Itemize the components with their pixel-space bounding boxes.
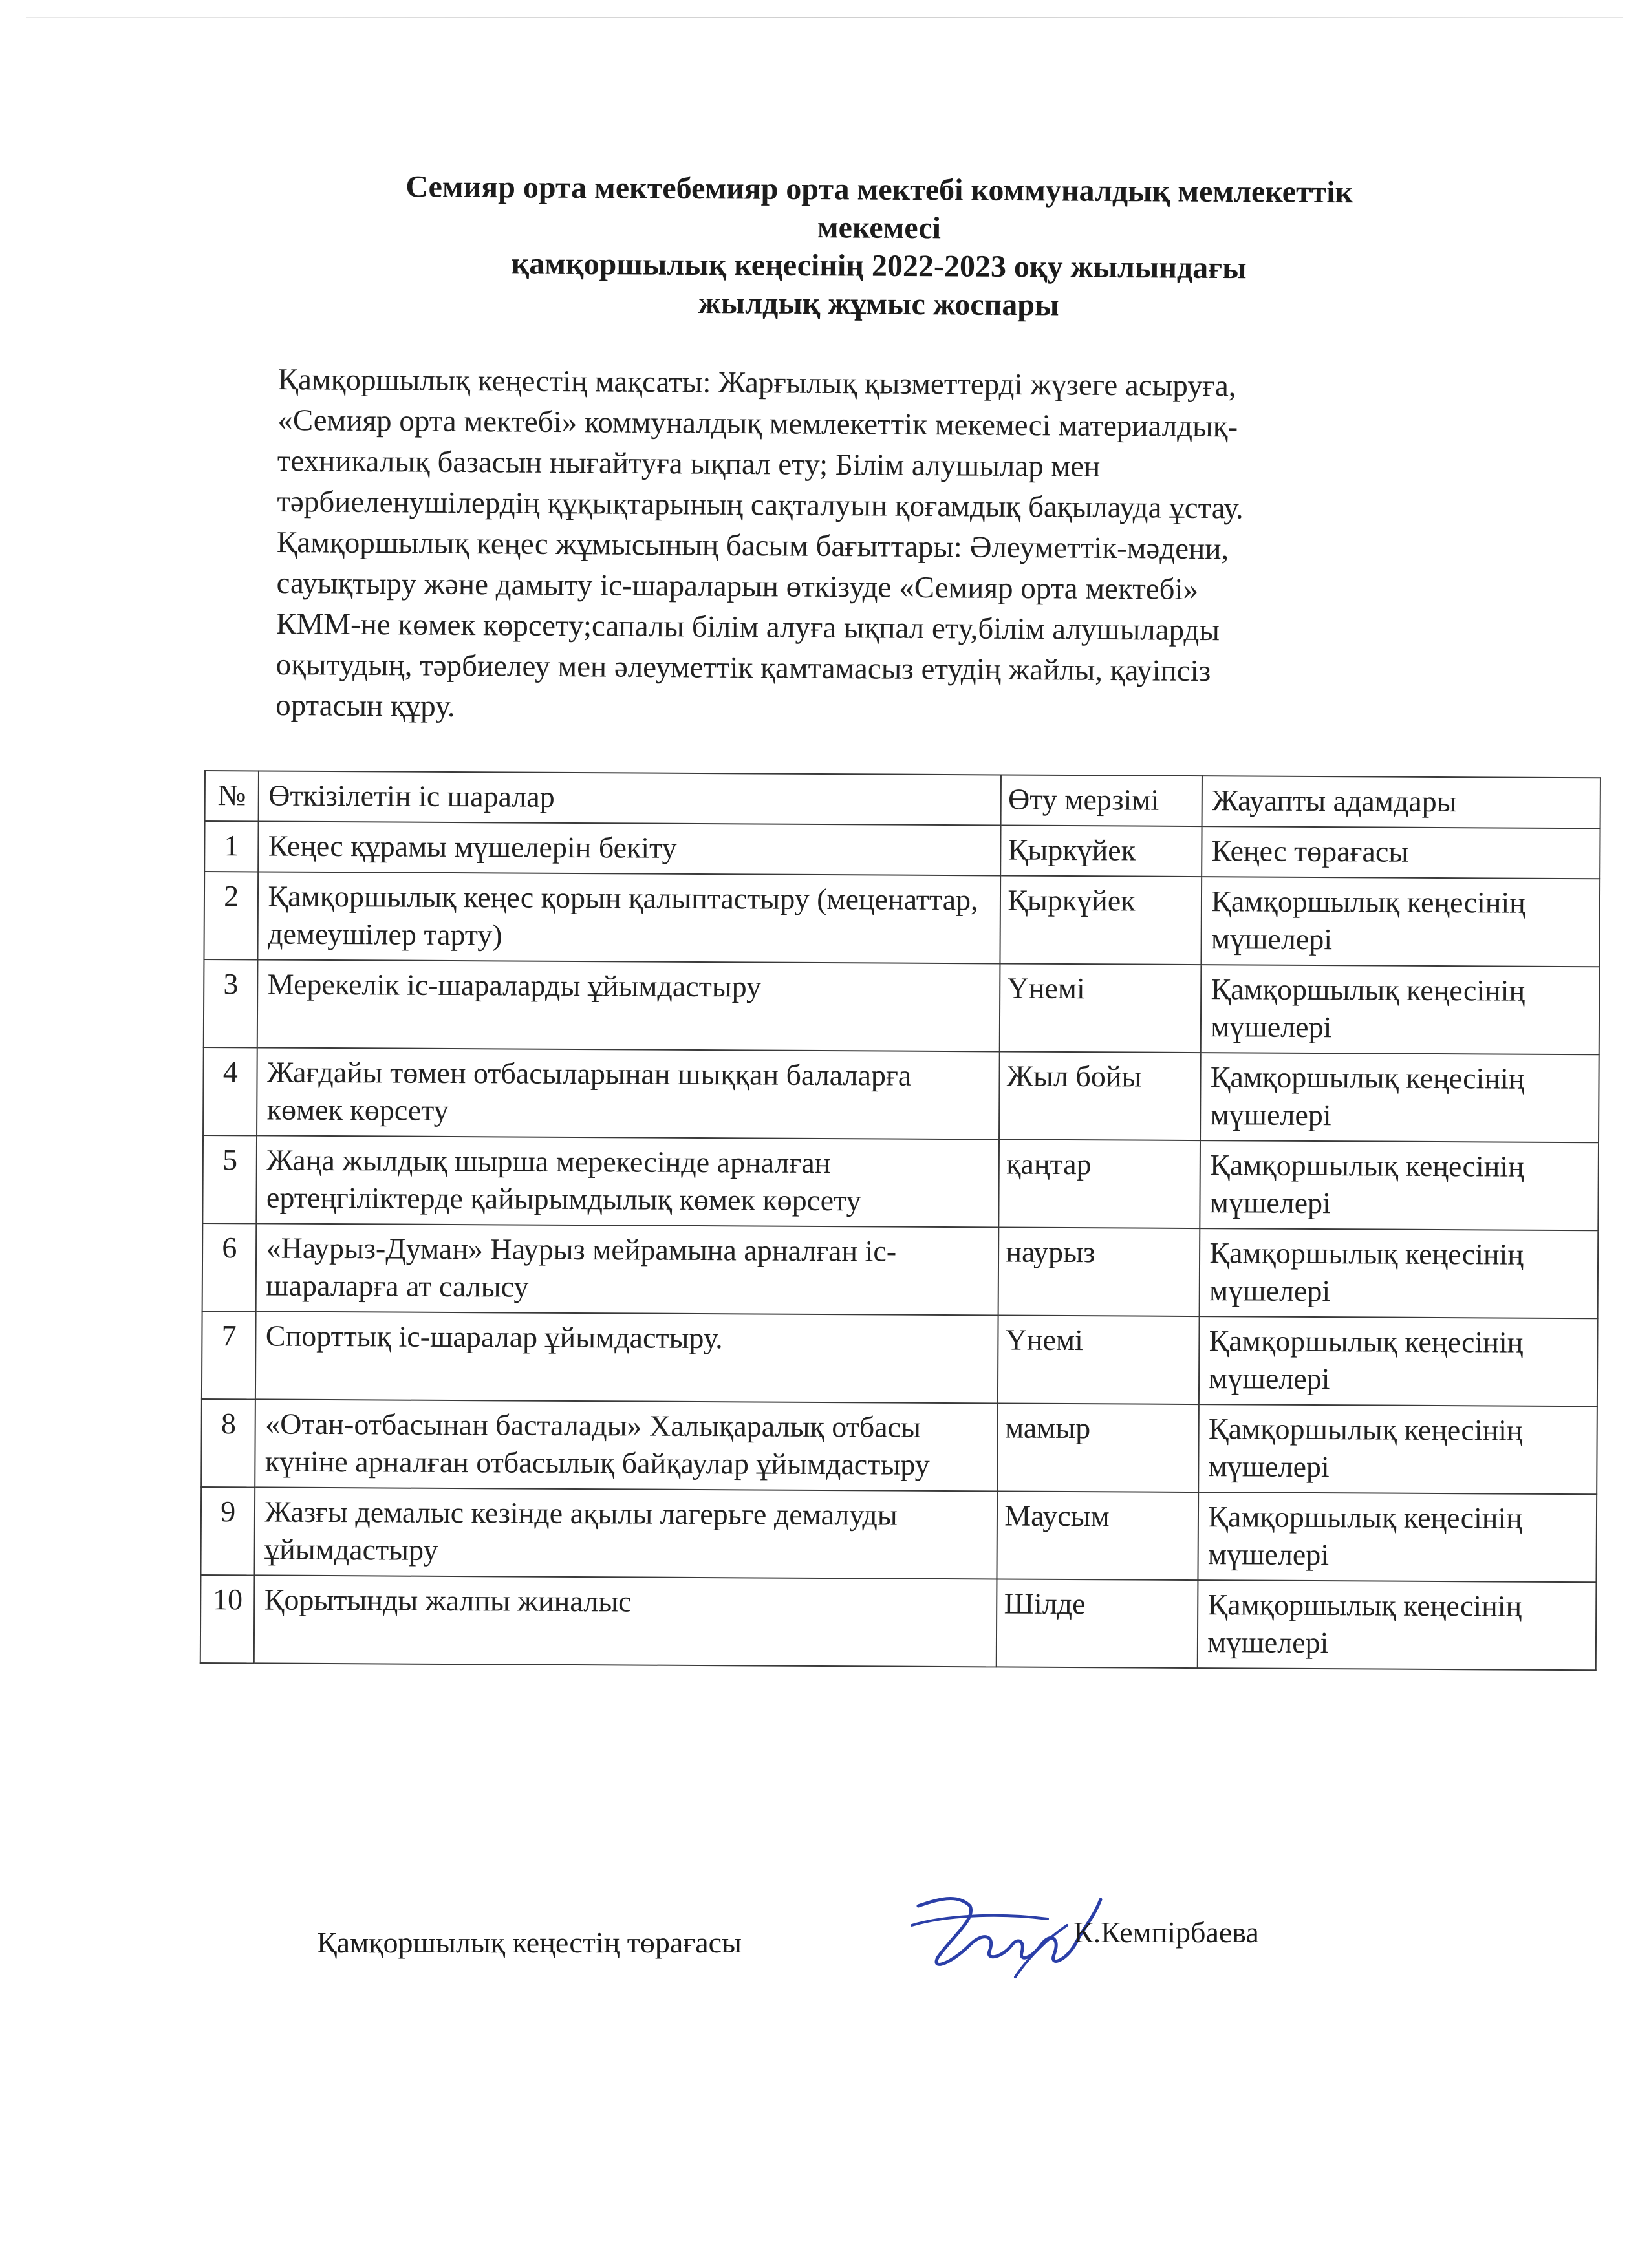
table-row: [204, 959, 1600, 1054]
intro-line: Қамқоршылық кеңестің мақсаты: Жарғылық қызметтерді жүзеге асыруға,: [277, 362, 1236, 403]
table-body: [200, 821, 1600, 1670]
row-responsible: Қамқоршылық кеңесінің мүшелері: [1198, 1580, 1596, 1670]
table-header-row: [205, 771, 1600, 828]
document-title: [271, 167, 1487, 326]
work-plan-table-wrapper: [200, 770, 1601, 1671]
row-term: Шілде: [997, 1579, 1198, 1668]
row-responsible: Қамқоршылық кеңесінің мүшелері: [1199, 1316, 1597, 1406]
table-row: [204, 821, 1600, 879]
table-row: [200, 1575, 1597, 1670]
header-term: Өту мерзімі: [1001, 775, 1202, 826]
row-number: 2: [204, 872, 258, 959]
row-activity: Жаңа жылдық шырша мерекесінде арналған ертеңгіліктерде қайырымдылық көмек көрсету: [257, 1135, 1000, 1227]
table-row: [200, 1487, 1597, 1582]
signature-block: [317, 1906, 1352, 1996]
row-activity: «Отан-отбасынан басталады» Халықаралық отбасы күніне арналған отбасылық байқаулар ұйымдастыру: [255, 1399, 998, 1491]
intro-line: ортасын құру.: [275, 688, 455, 723]
row-number: 8: [201, 1399, 255, 1487]
row-responsible: Қамқоршылық кеңесінің мүшелері: [1200, 1228, 1598, 1318]
row-activity: Мерекелік іс-шараларды ұйымдастыру: [257, 959, 1000, 1051]
table-row: [201, 1399, 1597, 1494]
table-row: [202, 1311, 1598, 1406]
table-row: [204, 872, 1600, 967]
header-number: №: [205, 771, 259, 821]
row-responsible: Қамқоршылық кеңесінің мүшелері: [1198, 1404, 1597, 1494]
row-number: 4: [203, 1047, 257, 1135]
row-number: 9: [200, 1487, 255, 1575]
row-activity: Кеңес құрамы мүшелерін бекіту: [259, 821, 1001, 875]
title-line: қамқоршылық кеңесінің 2022-2023 оқу жылындағы: [511, 246, 1247, 286]
signatory-name: К.Кемпірбаева: [1073, 1916, 1259, 1949]
intro-line: «Семияр орта мектебі» коммуналдық мемлекеттік мекемесі материалдық-: [277, 403, 1238, 444]
row-responsible: Қамқоршылық кеңесінің мүшелері: [1200, 1053, 1599, 1142]
row-term: Үнемі: [998, 1315, 1200, 1404]
intro-line: техникалық базасын нығайтуға ықпал ету; Білім алушылар мен: [277, 444, 1101, 484]
intro-paragraph: [275, 359, 1481, 734]
row-responsible: Қамқоршылық кеңесінің мүшелері: [1198, 1492, 1597, 1582]
row-number: 3: [204, 959, 258, 1047]
row-activity: Қамқоршылық кеңес қорын қалыптастыру (меценаттар, демеушілер тарту): [258, 872, 1001, 963]
title-line: Семияр орта мектебемияр орта мектебі коммуналдық мемлекеттік: [405, 169, 1353, 210]
table-row: [202, 1223, 1599, 1318]
row-number: 6: [202, 1223, 257, 1311]
intro-line: КММ-не көмек көрсету;сапалы білім алуға ықпал ету,білім алушыларды: [275, 606, 1220, 648]
row-term: Қыркүйек: [1000, 875, 1202, 965]
row-activity: Жазғы демалыс кезінде ақылы лагерьге демалуды ұйымдастыру: [255, 1487, 998, 1579]
row-number: 7: [202, 1311, 256, 1399]
row-term: Үнемі: [1000, 963, 1202, 1053]
work-plan-table: [200, 770, 1601, 1671]
row-term: Маусым: [997, 1491, 1199, 1580]
intro-line: сауықтыру және дамыту іс-шараларын өткізуде «Семияр орта мектебі»: [276, 566, 1199, 606]
row-number: 5: [202, 1135, 257, 1223]
intro-line: тәрбиеленушілердің құқықтарының сақталуын қоғамдық бақылауда ұстау.: [277, 484, 1244, 526]
row-number: 10: [200, 1575, 255, 1663]
row-term: наурыз: [998, 1227, 1200, 1316]
row-responsible: Қамқоршылық кеңесінің мүшелері: [1202, 877, 1600, 967]
header-activity: Өткізілетін іс шаралар: [259, 771, 1001, 825]
row-activity: Қорытынды жалпы жиналыс: [254, 1575, 997, 1667]
row-responsible: Кеңес төрағасы: [1202, 826, 1600, 879]
row-activity: Спорттық іс-шаралар ұйымдастыру.: [255, 1311, 998, 1403]
intro-line: оқытудың, тәрбиелеу мен әлеуметтік қамтамасыз етудің жайлы, қауіпсіз: [275, 647, 1211, 689]
table-row: [203, 1047, 1599, 1142]
row-term: қаңтар: [999, 1139, 1201, 1228]
row-activity: «Наурыз-Думан» Наурыз мейрамына арналған іс-шараларға ат салысу: [256, 1223, 999, 1315]
signature-role: Қамқоршылық кеңестің төрағасы: [317, 1926, 742, 1959]
row-responsible: Қамқоршылық кеңесінің мүшелері: [1200, 1140, 1599, 1230]
header-responsible: Жауапты адамдары: [1202, 776, 1600, 828]
row-term: Қыркүйек: [1000, 825, 1202, 877]
row-number: 1: [204, 821, 259, 872]
scan-edge-line: [26, 17, 1623, 18]
row-term: Жыл бойы: [999, 1051, 1201, 1140]
row-responsible: Қамқоршылық кеңесінің мүшелері: [1201, 965, 1599, 1054]
row-term: мамыр: [998, 1403, 1200, 1492]
title-line: мекемесі: [817, 210, 942, 246]
intro-line: Қамқоршылық кеңес жұмысының басым бағыттары: Әлеуметтік-мәдени,: [276, 525, 1229, 566]
title-line: жылдық жұмыс жоспары: [698, 286, 1059, 323]
row-activity: Жағдайы төмен отбасыларынан шыққан балаларға көмек көрсету: [257, 1047, 1000, 1139]
table-row: [202, 1135, 1599, 1230]
